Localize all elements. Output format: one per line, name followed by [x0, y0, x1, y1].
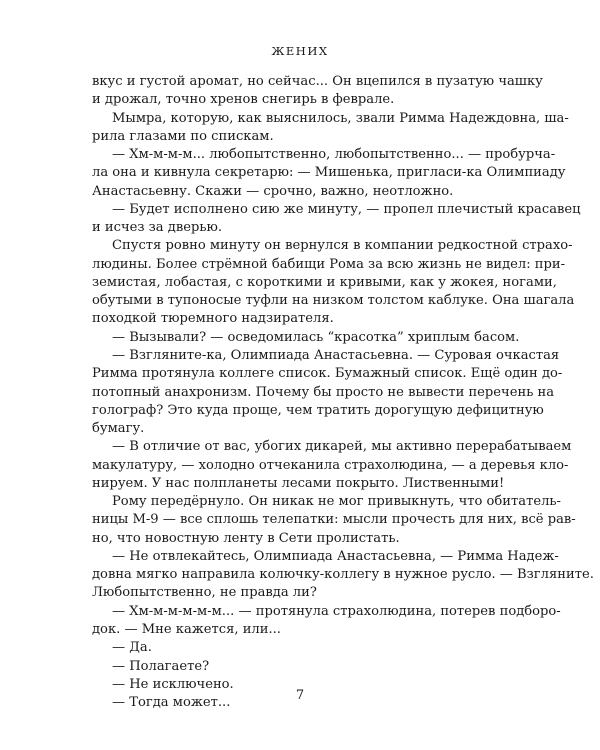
text-line: нируем. У нас полпланеты лесами покрыто. Лиственными! [92, 475, 505, 491]
text-line: — Будет исполнено сию же минуту, — пропел плечистый красавец [112, 201, 581, 217]
text-line: Анастасьевну. Скажи — срочно, важно, неотложно. [92, 183, 454, 199]
running-header: ЖЕНИХ [271, 44, 329, 58]
text-line: ницы М-9 — все сплошь телепатки: мысли прочесть для них, всё рав- [92, 512, 576, 528]
text-line: и исчез за дверью. [92, 220, 223, 236]
text-line: — Хм-м-м-м... любопытственно, любопытственно... — пробурча- [112, 147, 556, 163]
text-line: Спустя ровно минуту он вернулся в компании редкостной страхо- [112, 238, 573, 254]
text-line: — Не исключено. [112, 676, 234, 692]
text-line: земистая, лобастая, с короткими и кривыми, как у жокея, ногами, [92, 274, 557, 290]
text-line: людины. Более стрёмной бабищи Рома за всю жизнь не видел: при- [92, 256, 566, 272]
text-line: голограф? Это куда проще, чем тратить дорогущую дефицитную [92, 402, 544, 418]
text-line: ла она и кивнула секретарю: — Мишенька, пригласи-ка Олимпиаду [92, 165, 566, 181]
text-line: Римма протянула коллеге список. Бумажный список. Ещё один до- [92, 366, 563, 382]
text-line: Рому передёрнуло. Он никак не мог привыкнуть, что обитатель- [112, 494, 561, 510]
text-line: — Да. [112, 640, 152, 656]
page-number: 7 [295, 688, 305, 703]
text-line: обутыми в тупоносые туфли на низком толстом каблуке. Она шагала [92, 293, 575, 309]
text-line: док. — Мне кажется, или... [92, 621, 281, 637]
text-line: — Не отвлекайтесь, Олимпиада Анастасьевна, — Римма Надеж- [112, 548, 559, 564]
text-line: — Хм-м-м-м-м-м... — протянула страхолюдина, потерев подборо- [112, 603, 561, 619]
text-line: но, что новостную ленту в Сети пролистать. [92, 530, 400, 546]
text-line: Любопытственно, не правда ли? [92, 585, 317, 601]
text-line: и дрожал, точно хренов снегирь в феврале. [92, 92, 395, 108]
text-line: макулатуру, — холодно отчеканила страхолюдина, — а деревья кло- [92, 457, 569, 473]
text-line: вкус и густой аромат, но сейчас... Он вцепился в пузатую чашку [92, 74, 543, 89]
text-line: бумагу. [92, 421, 145, 437]
text-line: Мымра, которую, как выяснилось, звали Римма Надеждовна, ша- [112, 110, 569, 126]
body-text [92, 73, 594, 712]
text-line: походкой тюремного надзирателя. [92, 311, 334, 327]
text-line: — Взгляните-ка, Олимпиада Анастасьевна. — Суровая очкастая [112, 347, 560, 363]
text-line: рила глазами по спискам. [92, 128, 274, 144]
text-line: — Вызывали? — осведомилась “красотка” хриплым басом. [112, 329, 520, 345]
text-line: потопный анахронизм. Почему бы просто не вывести перечень на [92, 384, 555, 400]
text-line: — Тогда может... [112, 695, 231, 711]
text-line: довна мягко направила колючку-коллегу в нужное русло. — Взгляните. [92, 567, 594, 583]
text-line: — В отличие от вас, убогих дикарей, мы активно перерабатываем [112, 439, 572, 455]
text-line: — Полагаете? [112, 658, 210, 674]
